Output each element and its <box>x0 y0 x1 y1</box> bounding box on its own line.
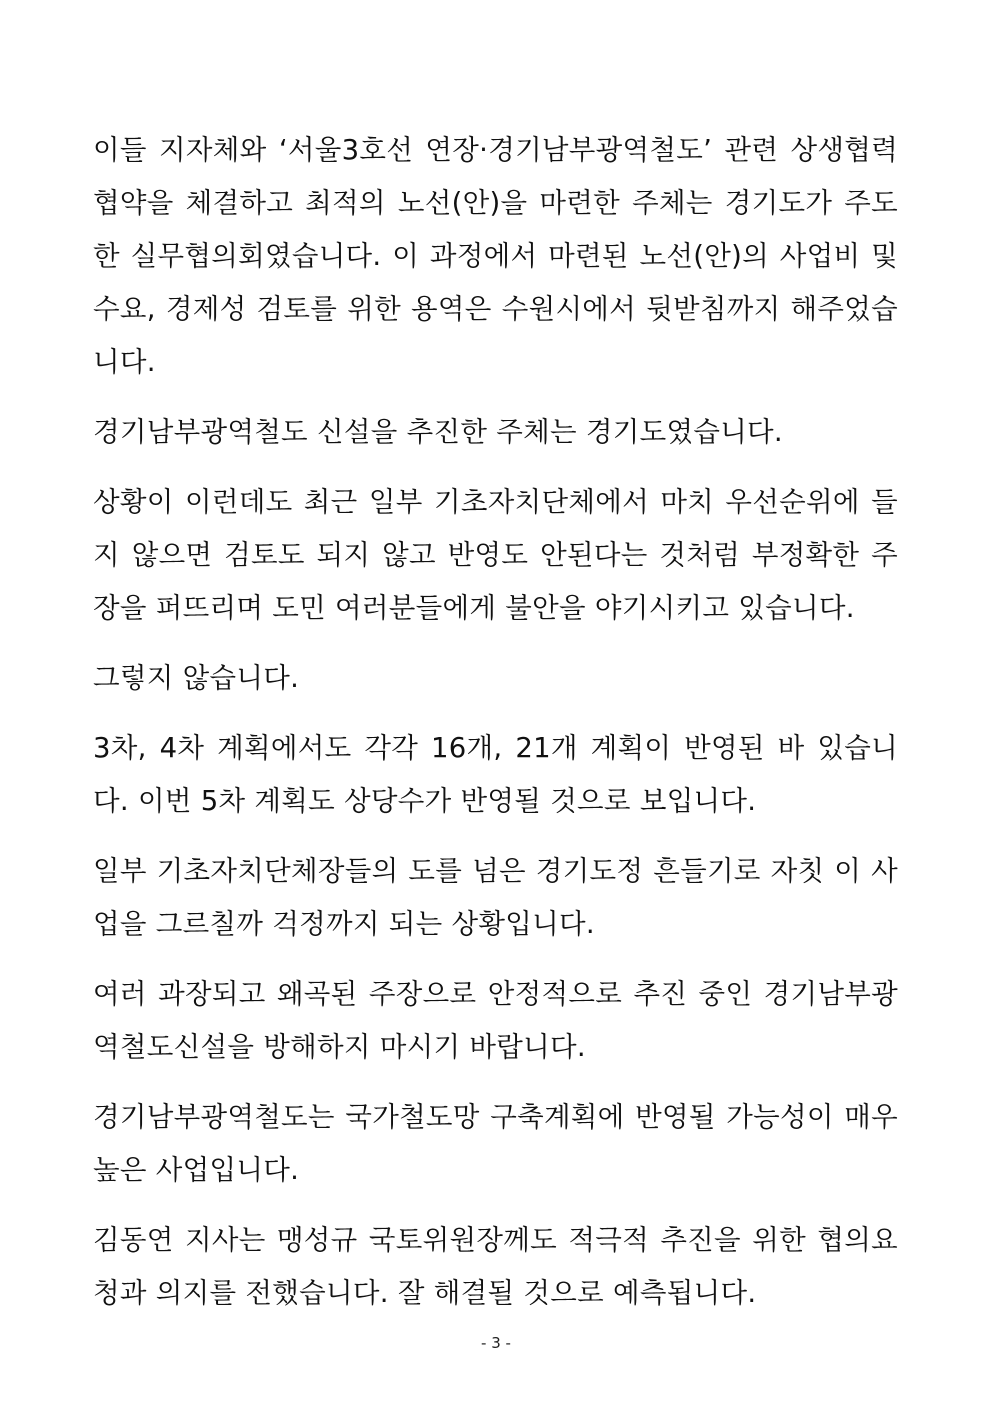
paragraph-1: 이들 지자체와 ‘서울3호선 연장·경기남부광역철도’ 관련 상생협력 협약을 체결하고 최적의 노선(안)을 마련한 주체는 경기도가 주도한 실무협의회였습니다. 이 과정에서 마련된 노선(안)의 사업비 및 수요, 경제성 검토를 위한 용역은 수원시에서 뒷받침까지 해주었습니다. <box>93 134 898 378</box>
paragraph-7: 여러 과장되고 왜곡된 주장으로 안정적으로 추진 중인 경기남부광역철도신설을 방해하지 마시기 바랍니다. <box>93 978 898 1063</box>
paragraph-2: 경기남부광역철도 신설을 추진한 주체는 경기도였습니다. <box>93 416 783 448</box>
paragraph-6: 일부 기초자치단체장들의 도를 넘은 경기도정 흔들기로 자칫 이 사업을 그르칠까 걱정까지 되는 상황입니다. <box>93 855 898 940</box>
paragraph-9: 김동연 지사는 맹성규 국토위원장께도 적극적 추진을 위한 협의요청과 의지를 전했습니다. 잘 해결될 것으로 예측됩니다. <box>93 1224 898 1309</box>
paragraph-4: 그렇지 않습니다. <box>93 662 300 694</box>
paragraph-5: 3차, 4차 계획에서도 각각 16개, 21개 계획이 반영된 바 있습니다. 이번 5차 계획도 상당수가 반영될 것으로 보입니다. <box>93 732 898 817</box>
paragraph-8: 경기남부광역철도는 국가철도망 구축계획에 반영될 가능성이 매우 높은 사업입니다. <box>93 1101 898 1186</box>
paragraph-3: 상황이 이런데도 최근 일부 기초자치단체에서 마치 우선순위에 들지 않으면 검토도 되지 않고 반영도 안된다는 것처럼 부정확한 주장을 퍼뜨리며 도민 여러분들에게 불안을 야기시키고 있습니다. <box>93 486 898 624</box>
document-body <box>93 124 898 1320</box>
page-number: - 3 - <box>481 1334 511 1352</box>
